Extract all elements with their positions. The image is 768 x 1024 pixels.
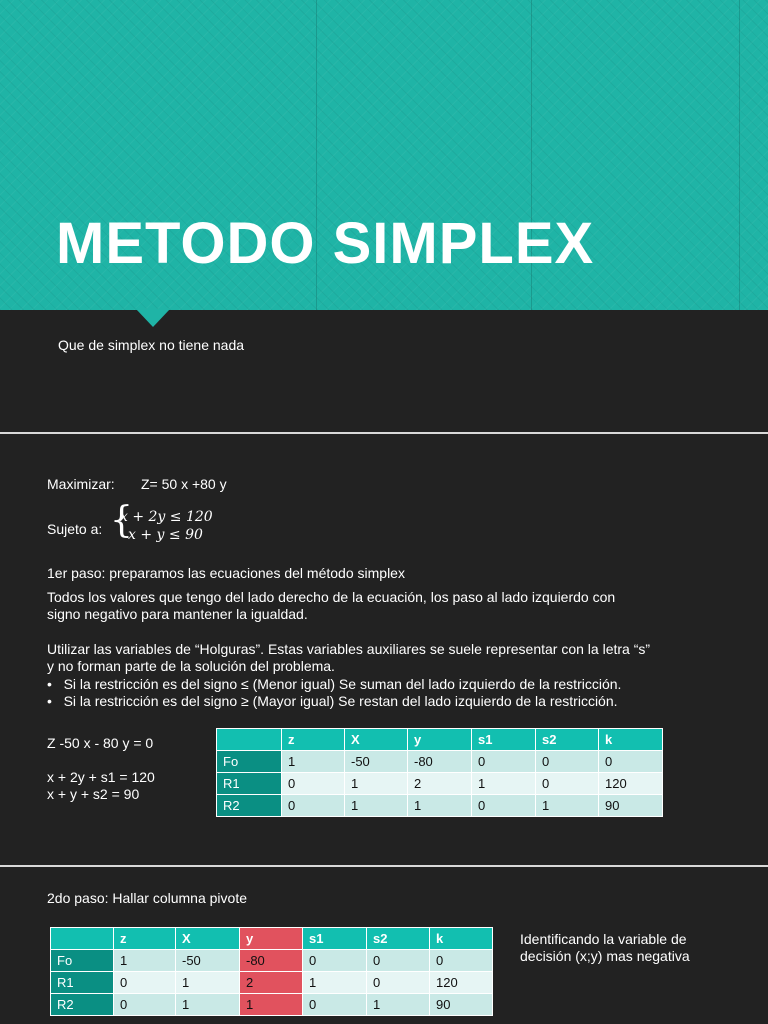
table-cell: 1 (114, 950, 176, 972)
table-cell: 1 (367, 994, 430, 1016)
table-cell: 120 (430, 972, 493, 994)
table-cell: 0 (303, 994, 367, 1016)
subject-label: Sujeto a: (47, 521, 103, 537)
paragraph-1-line1: Todos los valores que tengo del lado derecho de la ecuación, los paso al lado izquierdo con (47, 589, 616, 605)
table-cell: 0 (536, 751, 599, 773)
problem-slide (0, 434, 768, 865)
header-cell: X (345, 729, 408, 751)
table-row (51, 972, 493, 994)
table-row (217, 751, 663, 773)
paragraph-2-line2: y no forman parte de la solución del problema. (47, 658, 335, 674)
pivot-column-slide (0, 867, 768, 1024)
slide-subtitle: Que de simplex no tiene nada (58, 337, 245, 353)
slide-title: METODO SIMPLEX (56, 211, 595, 276)
bullet-2: • Si la restricción es del signo ≥ (Mayor igual) Se restan del lado izquierdo de la restricción. (47, 693, 618, 709)
table-cell: 90 (599, 795, 663, 817)
pivot-note-line1: Identificando la variable de (520, 931, 687, 947)
table-header-row (51, 928, 493, 950)
maximize-label: Maximizar: (47, 476, 115, 492)
pivot-note-line2: decisión (x;y) mas negativa (520, 948, 690, 964)
table-cell: 120 (599, 773, 663, 795)
pivot-header-cell: y (240, 928, 303, 950)
row-label: Fo (51, 950, 114, 972)
table-cell: 1 (282, 751, 345, 773)
header-cell: k (430, 928, 493, 950)
table-row (217, 795, 663, 817)
table-row (51, 950, 493, 972)
banner-line (739, 0, 740, 310)
row-label: Fo (217, 751, 282, 773)
equation-z: Z -50 x - 80 y = 0 (47, 735, 154, 751)
table-cell: 1 (536, 795, 599, 817)
table-cell: 0 (282, 795, 345, 817)
table-cell: 0 (430, 950, 493, 972)
table-cell: 2 (408, 773, 472, 795)
objective-function: Z= 50 x +80 y (141, 476, 227, 492)
equation-r2: x + y + s2 = 90 (47, 786, 140, 802)
pivot-cell: 2 (240, 972, 303, 994)
constraint-1: x + 2y ≤ 120 (120, 509, 213, 525)
table-cell: 0 (114, 972, 176, 994)
header-cell: s1 (303, 928, 367, 950)
header-cell: z (282, 729, 345, 751)
pivot-cell: 1 (240, 994, 303, 1016)
table-cell: 1 (345, 773, 408, 795)
table-cell: 0 (472, 751, 536, 773)
table-cell: 0 (367, 950, 430, 972)
bullet-1: • Si la restricción es del signo ≤ (Menor igual) Se suman del lado izquierdo de la restricción. (47, 676, 622, 692)
header-cell: z (114, 928, 176, 950)
table-cell: -80 (408, 751, 472, 773)
equation-r1: x + 2y + s1 = 120 (47, 769, 155, 785)
table-cell: 0 (536, 773, 599, 795)
table-header-row (217, 729, 663, 751)
table-cell: 1 (472, 773, 536, 795)
table-cell: 0 (303, 950, 367, 972)
step2-text: 2do paso: Hallar columna pivote (47, 890, 248, 906)
header-cell: k (599, 729, 663, 751)
step1-text: 1er paso: preparamos las ecuaciones del método simplex (47, 565, 405, 581)
title-slide (0, 0, 768, 432)
constraints-brace: { (110, 500, 133, 541)
table-cell: 0 (367, 972, 430, 994)
simplex-table-pivot (50, 927, 493, 1016)
pivot-cell: -80 (240, 950, 303, 972)
bullet-1-text: Si la restricción es del signo ≤ (Menor igual) Se suman del lado izquierdo de la restricción. (63, 676, 622, 692)
header-cell (217, 729, 282, 751)
table-cell: 1 (345, 795, 408, 817)
header-cell: s1 (472, 729, 536, 751)
header-cell (51, 928, 114, 950)
header-cell: s2 (536, 729, 599, 751)
table-cell: 0 (282, 773, 345, 795)
table-cell: -50 (176, 950, 240, 972)
table-cell: 1 (408, 795, 472, 817)
bullet-2-text: Si la restricción es del signo ≥ (Mayor igual) Se restan del lado izquierdo de la restricción. (63, 693, 618, 709)
constraint-2: x + y ≤ 90 (128, 527, 203, 543)
paragraph-1-line2: signo negativo para mantener la igualdad. (47, 606, 308, 622)
header-cell: s2 (367, 928, 430, 950)
table-cell: 1 (303, 972, 367, 994)
row-label: R2 (217, 795, 282, 817)
table-cell: 0 (599, 751, 663, 773)
table-cell: 0 (472, 795, 536, 817)
row-label: R2 (51, 994, 114, 1016)
row-label: R1 (51, 972, 114, 994)
header-cell: y (408, 729, 472, 751)
banner-notch (136, 309, 170, 327)
paragraph-2-line1: Utilizar las variables de “Holguras”. Estas variables auxiliares se suele representar con la letra “s” (47, 641, 651, 657)
table-cell: 90 (430, 994, 493, 1016)
table-cell: 1 (176, 994, 240, 1016)
simplex-table-initial (216, 728, 663, 817)
table-row (51, 994, 493, 1016)
row-label: R1 (217, 773, 282, 795)
table-cell: 0 (114, 994, 176, 1016)
table-row (217, 773, 663, 795)
table-cell: 1 (176, 972, 240, 994)
table-cell: -50 (345, 751, 408, 773)
header-cell: X (176, 928, 240, 950)
